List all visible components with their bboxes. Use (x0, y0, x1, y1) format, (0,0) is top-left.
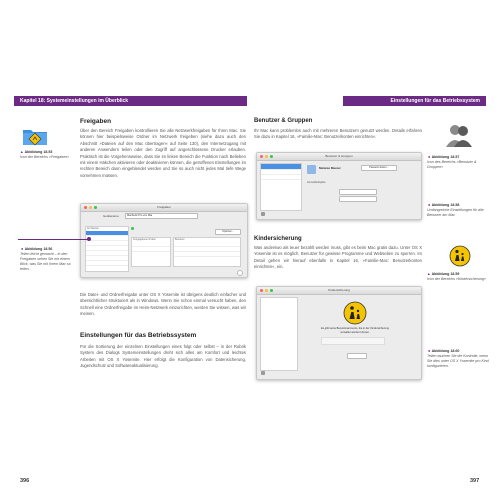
paragraph-freigaben: Über den Bereich Freigaben kontrollieren Sie alle Netzwerkfreigaben für Ihren Mac. Sie können hier beispielsweise Ordner im Netzwerk freigeben (siehe dazu auch den Abschnitt »Dateien auf den Mac übertragen« auf Seite 130), den Internetzugang mit anderen Anwendern teilen oder den Zugriff auf angeschlossene Drucker erlauben. Praktisch ist die Vorgehensweise, dass Sie im linken Bereich die Funktion nach Belieben mit einem Häkchen aktivieren oder deaktivieren können, die getroffenen Einstellungen im rechten Bereich dann eingeblendet werden und Sie so auch nicht jedes Mal tiefe Wege vornehmen müssen. (80, 128, 246, 178)
caption-18-59: ▲ Abbildung 18.59 Icon der Bereichs »Kindersicherung« (427, 272, 486, 281)
services-list[interactable] (85, 226, 129, 272)
window-title: Benutzer & Gruppen (325, 154, 353, 158)
login-items-label: Anmeldeobjekte (307, 181, 326, 184)
users-field[interactable] (339, 196, 377, 202)
figure-caption: Teilen leicht gemacht – in den Freigaben sehen Sie mit einem Blick, was Sie mit Ihrem Mac so teilen. (20, 252, 71, 271)
heading-freigaben: Freigaben (80, 118, 112, 125)
figure-caption: Icon des Bereichs »Benutzer & Gruppen« (427, 160, 477, 169)
folder-row[interactable] (132, 247, 170, 252)
figure-label: Abbildung 18.56 (24, 247, 53, 251)
heading-parental-controls: Kindersicherung (254, 236, 302, 242)
paragraph-parental-controls: Was anderswo als teuer bezahlt werden muss, gibt es beim Mac gratis dazu. Unter OS X Yosemite ist es möglich, Benutzer für gewisse Programme und Webseiten zu sperren. Im Detail gehen wir hierauf ebenfalls in Kapitel 16, »Familie-Mac: Benutzerkonten einrichten«, ein. (254, 245, 422, 270)
user-name: Melanie Maurer (319, 166, 341, 170)
page-number-left: 396 (20, 478, 30, 484)
parental-sign-icon (343, 301, 367, 325)
option-radio[interactable] (321, 337, 385, 345)
computer-name-field[interactable]: Macbook Pro von Mai (125, 213, 198, 219)
change-password-button[interactable]: Passwort ändern... (361, 165, 397, 171)
lock-icon[interactable] (261, 212, 265, 216)
chapter-header: Kapitel 18: Systemeinstellungen im Überblick (14, 96, 247, 106)
services-list-title: An Dienste (87, 227, 99, 230)
parental-controls-icon (449, 245, 471, 267)
users-list-title: Benutzer (175, 238, 185, 241)
window-titlebar (81, 204, 247, 212)
user-row[interactable] (261, 175, 301, 180)
callout-dot (87, 237, 91, 241)
window-title: Freigaben (157, 205, 171, 209)
caption-18-53: ▲ Abbildung 18.53 Icon der Bereichs »Freigaben« (20, 150, 70, 159)
caption-18-60: ◄ Abbildung 18.60 Teilen tauchen Sie die Kontrolle, wenn Sie dies unter OS X Yosemite pro Kind konfigurieren. (427, 349, 489, 368)
sharing-window (80, 203, 248, 278)
page-number-right: 397 (470, 478, 480, 484)
service-row[interactable] (86, 261, 128, 266)
window-titlebar (257, 287, 421, 295)
figure-caption: Teilen tauchen Sie die Kontrolle, wenn Sie dies unter OS X Yosemite pro Kind konfigurieren. (427, 354, 489, 368)
user-row[interactable] (174, 252, 240, 257)
users-groups-icon (444, 122, 474, 148)
users-field[interactable] (339, 189, 377, 195)
no-accounts-message: Es gibt keine Benutzeraccounts, die in der Kindersicherung verwaltet werden können. (321, 327, 389, 334)
options-button[interactable]: Optionen... (215, 229, 241, 235)
heading-users-groups: Benutzer & Gruppen (254, 118, 313, 124)
figure-label: Abbildung 18.57 (431, 155, 460, 159)
window-title: Kindersicherung (328, 288, 350, 292)
caption-18-56: ◄ Abbildung 18.56 Teilen leicht gemacht – in den Freigaben sehen Sie mit einem Blick, was Sie mit Ihrem Mac so teilen. (20, 247, 71, 271)
callout-line (18, 239, 89, 240)
computer-name-label: Gerätename: (103, 214, 120, 218)
users-groups-window (256, 152, 422, 220)
figure-label: Abbildung 18.53 (24, 150, 53, 154)
figure-label: Abbildung 18.60 (431, 349, 460, 353)
sharing-folder-icon (22, 126, 48, 146)
parental-controls-window (256, 286, 422, 380)
paragraph-file-sharing: Die Datei- und Ordnerfreigabe unter OS X Yosemite ist übrigens deutlich einfacher und übersichtlicher strukturiert als in Windows. Wenn Sie schon einmal versucht haben, den Schnell eine Ordnerfreigabe im Heim-Netzwerk einzurichten, werden Sie wissen, was wir meinen. (80, 292, 246, 317)
section-header: Einstellungen für das Betriebssystem (343, 96, 486, 106)
caption-18-58: ◄ Abbildung 18.58 Umfangreiche Einstellungen für alle Benutzer am Mac (427, 203, 484, 217)
caption-18-57: ◄ Abbildung 18.57 Icon des Bereichs »Benutzer & Gruppen« (427, 155, 477, 169)
figure-caption: Umfangreiche Einstellungen für alle Benutzer am Mac (427, 208, 484, 217)
figure-label: Abbildung 18.59 (431, 272, 460, 276)
paragraph-users-groups: Ihr Mac kann problemlos auch mit mehreren Benutzern genutzt werden. Details erfahren Sie dazu in Kapitel 16, »Familie-Mac: Benutzerkonten einrichten«. (254, 128, 422, 140)
window-titlebar (257, 153, 421, 161)
status-dot-icon (131, 227, 134, 230)
lock-icon[interactable] (261, 371, 265, 375)
help-button[interactable] (237, 270, 243, 276)
managed-users-list[interactable] (260, 297, 298, 371)
user-list[interactable] (260, 163, 302, 211)
paragraph-os-settings: Für die Sortierung der einzelnen Einstellungen eines folgt oder selbst – in der Rubrik System des Dialogs Systemeinstellungen dreht sich alles am Komfort und leichtes Arbeiten mit OS X Yosemite. Hier erfolgt die Konfiguration von Datensicherung, Jugendschutz und Softwareaktualisierung. (80, 344, 246, 369)
figure-caption: Icon der Bereichs »Freigaben« (20, 155, 70, 159)
user-avatar[interactable] (307, 165, 316, 174)
figure-label: Abbildung 18.58 (431, 203, 460, 207)
continue-button[interactable] (347, 353, 367, 359)
figure-caption: Icon der Bereichs »Kindersicherung« (427, 277, 486, 281)
shared-folders-title: Freigegebene Ordner (133, 238, 156, 241)
users-list[interactable] (173, 237, 241, 267)
heading-os-settings: Einstellungen für das Betriebssystem (80, 332, 197, 339)
shared-folders-list[interactable] (131, 237, 171, 267)
